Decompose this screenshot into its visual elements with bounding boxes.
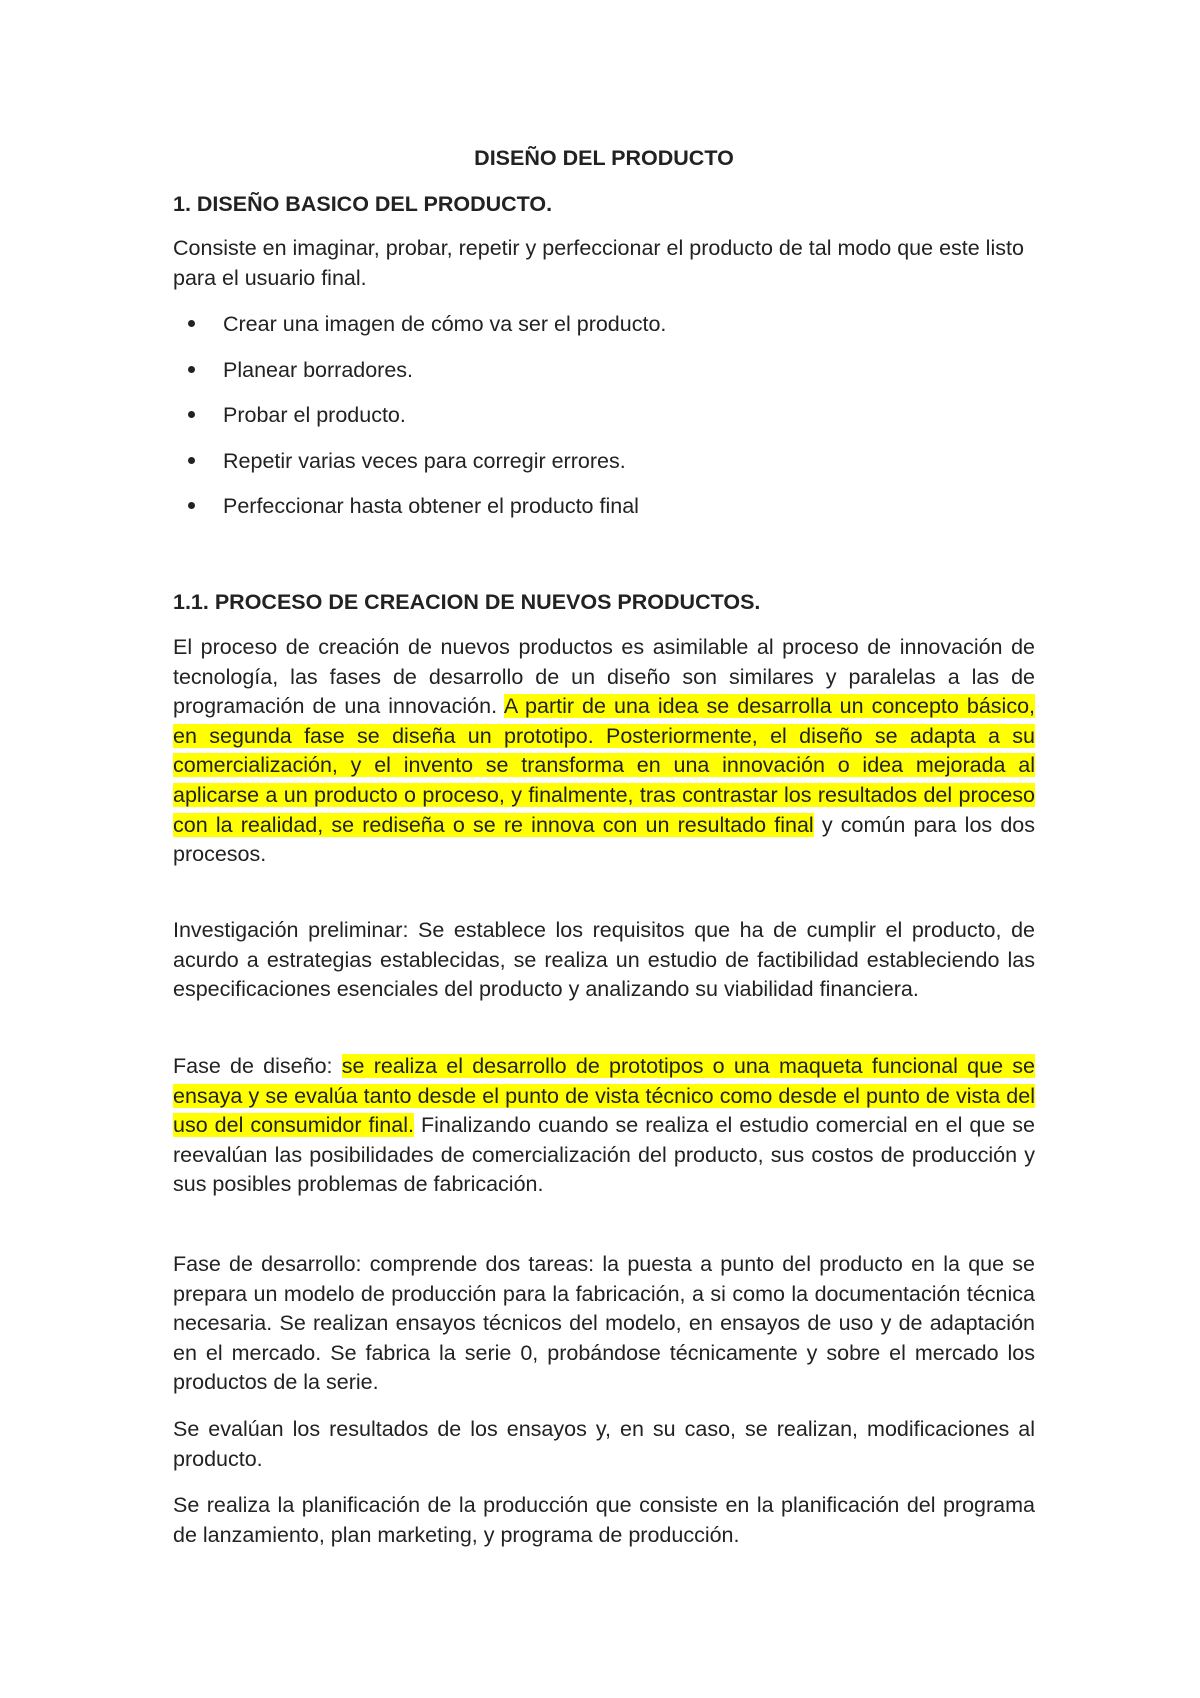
development-phase-paragraph: Fase de desarrollo: comprende dos tareas: la puesta a punto del producto en la que se prepara un modelo de producción para la fabricación, a si como la documentación técnica necesaria. Se realizan ensayos técnicos del modelo, en ensayos de uso y de adaptación en el mercado. Se fabrica la serie 0, probándose técnicamente y sobre el mercado los productos de la serie.: [173, 1252, 1035, 1395]
section-1-heading: 1. DISEÑO BASICO DEL PRODUCTO.: [173, 192, 553, 216]
list-item-text: Planear borradores.: [223, 357, 414, 382]
list-item: [173, 355, 666, 401]
process-paragraph: [173, 633, 1035, 870]
list-item: [173, 400, 666, 446]
production-planning-paragraph: Se realiza la planificación de la producción que consiste en la planificación del programa de lanzamiento, plan marketing, y programa de producción.: [173, 1493, 1035, 1547]
list-item-text: Crear una imagen de cómo va ser el producto.: [223, 312, 667, 336]
list-item: [173, 309, 666, 355]
design-phase-paragraph: [173, 1052, 1035, 1200]
bullet-icon: [188, 366, 195, 373]
design-phase-tail: Finalizando cuando se realiza el estudio comercial en el que se reevalúan las posibilidades de comercialización del producto, sus costos de producción y sus posibles problemas de fabricación.: [173, 1113, 1035, 1197]
highlighted-text: A partir de una idea se desarrolla un concepto básico, en segunda fase se diseña un prototipo. Posteriormente, el diseño se adapta a su comercialización, y el invento se transforma en una innovación o idea mejorada al aplicarse a un producto o proceso, y finalmente, tras contrastar los resultados del proceso con la realidad, se rediseña o se re innova con un resultado final: [173, 694, 1035, 837]
section-1-1-heading: 1.1. PROCESO DE CREACION DE NUEVOS PRODUCTOS.: [173, 590, 761, 614]
section-1-bullet-list: [173, 309, 666, 537]
evaluation-paragraph: Se evalúan los resultados de los ensayos y, en su caso, se realizan, modificaciones al producto.: [173, 1417, 1035, 1471]
list-item-text: Probar el producto.: [223, 403, 406, 428]
preliminary-research-paragraph: Investigación preliminar: Se establece los requisitos que ha de cumplir el producto, de acurdo a estrategias establecidas, se realiza un estudio de factibilidad estableciendo las especificaciones esenciales del producto y analizando su viabilidad financiera.: [173, 918, 1035, 1002]
list-item: [173, 491, 666, 537]
process-text-tail: y común para los dos procesos.: [173, 812, 1035, 867]
document-title: DISEÑO DEL PRODUCTO: [474, 146, 734, 170]
bullet-icon: [188, 411, 195, 418]
process-text: El proceso de creación de nuevos productos es asimilable al proceso de innovación de tecnología, las fases de desarrollo de un diseño son similares y paralelas a las de programación de una innovación.: [173, 635, 1035, 719]
bullet-icon: [188, 457, 195, 464]
list-item-text: Repetir varias veces para corregir errores.: [223, 448, 626, 473]
highlighted-text: se realiza el desarrollo de prototipos o una maqueta funcional que se ensaya y se evalúa tanto desde el punto de vista técnico como desde el punto de vista del uso del consumidor final.: [173, 1054, 1035, 1138]
bullet-icon: [188, 320, 195, 327]
list-item-text: Perfeccionar hasta obtener el producto final: [223, 494, 639, 519]
bullet-icon: [188, 502, 195, 509]
list-item: [173, 446, 666, 492]
section-1-intro: Consiste en imaginar, probar, repetir y perfeccionar el producto de tal modo que este listo para el usuario final.: [173, 236, 1024, 290]
design-phase-lead: Fase de diseño:: [173, 1054, 342, 1078]
